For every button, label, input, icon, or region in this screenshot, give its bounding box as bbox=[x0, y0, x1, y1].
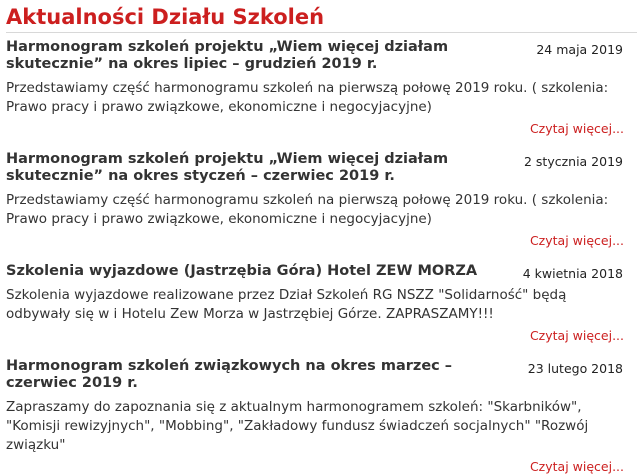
news-excerpt: Zapraszamy do zapoznania się z aktualnym harmonogramem szkoleń: "Skarbników", "Komisji rewizyjnych", "Mobbing", "Zakładowy fundusz świadczeń socjalnych" "Rozwój związku" bbox=[6, 399, 589, 453]
news-date: 4 kwietnia 2018 bbox=[522, 266, 623, 281]
news-date: 24 maja 2019 bbox=[536, 42, 623, 57]
read-more-link[interactable]: Czytaj więcej... bbox=[529, 459, 624, 474]
news-excerpt: Przedstawiamy część harmonogramu szkoleń na pierwszą połowę 2019 roku. ( szkolenia: Prawo pracy i prawo związkowe, ekonomiczne i negocyjacyjne) bbox=[6, 192, 609, 227]
read-more-row bbox=[6, 230, 637, 249]
news-item bbox=[6, 39, 637, 137]
read-more-row bbox=[6, 456, 637, 475]
read-more-link[interactable]: Czytaj więcej... bbox=[529, 328, 624, 343]
news-title-link[interactable]: Szkolenia wyjazdowe (Jastrzębia Góra) Hotel ZEW MORZA bbox=[6, 263, 478, 279]
news-excerpt: Szkolenia wyjazdowe realizowane przez Dział Szkoleń RG NSZZ "Solidarność" będą odbywały się w i Hotelu Zew Morza w Jastrzębiej Górze. ZAPRASZAMY!!! bbox=[6, 287, 567, 322]
news-item bbox=[6, 358, 637, 475]
news-title-link[interactable]: Harmonogram szkoleń związkowych na okres marzec – czerwiec 2019 r. bbox=[6, 358, 453, 391]
news-item bbox=[6, 151, 637, 249]
news-item-header bbox=[6, 263, 637, 280]
read-more-row bbox=[6, 118, 637, 137]
news-item-header bbox=[6, 39, 637, 73]
news-title-link[interactable]: Harmonogram szkoleń projektu „Wiem więcej działam skutecznie” na okres styczeń – czerwiec 2019 r. bbox=[6, 151, 449, 184]
news-item-header bbox=[6, 358, 637, 392]
read-more-link[interactable]: Czytaj więcej... bbox=[529, 121, 624, 136]
section-title: Aktualności Działu Szkoleń bbox=[6, 0, 637, 33]
news-date: 23 lutego 2018 bbox=[527, 361, 623, 376]
news-item-header bbox=[6, 151, 637, 185]
read-more-row bbox=[6, 325, 637, 344]
news-date: 2 stycznia 2019 bbox=[523, 154, 623, 169]
news-item bbox=[6, 263, 637, 344]
news-excerpt: Przedstawiamy część harmonogramu szkoleń na pierwszą połowę 2019 roku. ( szkolenia: Prawo pracy i prawo związkowe, ekonomiczne i negocyjacyjne) bbox=[6, 80, 609, 115]
news-title-link[interactable]: Harmonogram szkoleń projektu „Wiem więcej działam skutecznie” na okres lipiec – grudzień 2019 r. bbox=[6, 39, 449, 72]
read-more-link[interactable]: Czytaj więcej... bbox=[529, 233, 624, 248]
